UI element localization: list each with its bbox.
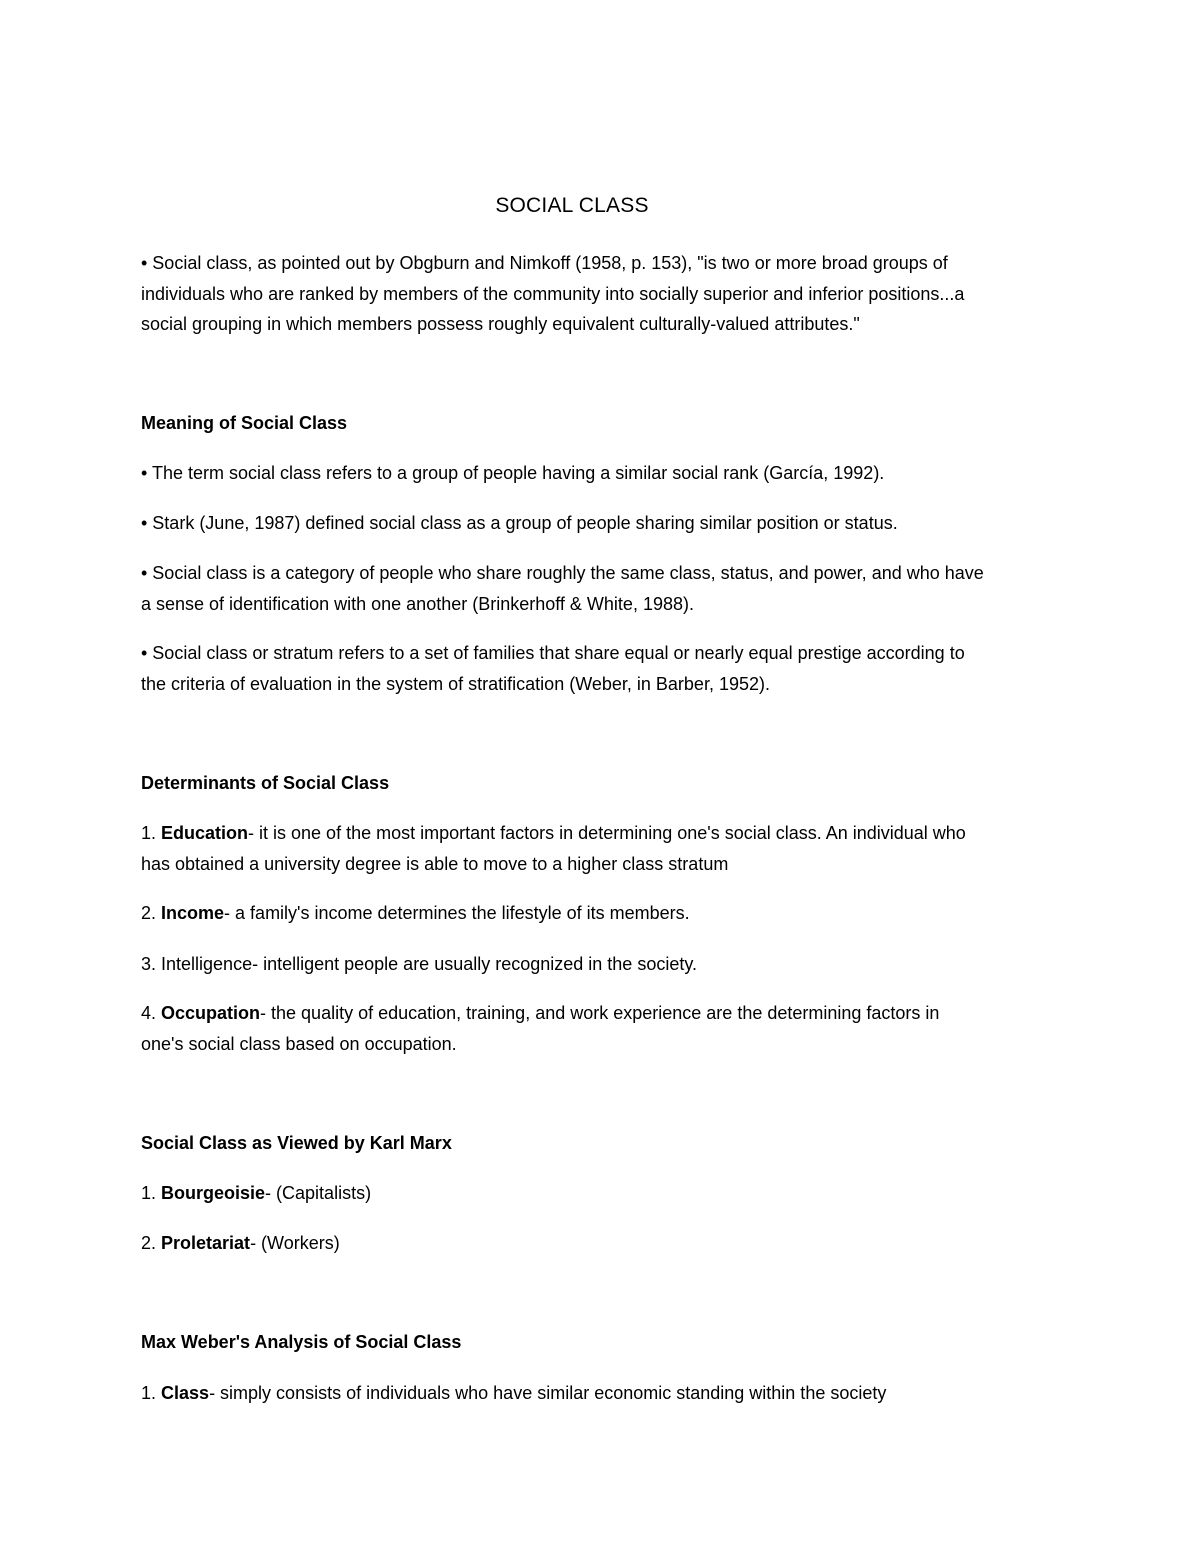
- item-text: Intelligence- intelligent people are usually recognized in the society.: [161, 954, 698, 974]
- meaning-item-line: • Social class or stratum refers to a set of families that share equal or nearly equal prestige according to: [141, 643, 965, 663]
- item-number: 2.: [141, 1233, 162, 1253]
- marx-item: [141, 1178, 1066, 1209]
- item-text: - simply consists of individuals who have similar economic standing within the society: [209, 1383, 887, 1403]
- meaning-item-line: • Stark (June, 1987) defined social class as a group of people sharing similar position or status.: [141, 513, 898, 533]
- meaning-item: [141, 558, 1066, 619]
- marx-item: [141, 1228, 1066, 1259]
- item-term: Class: [161, 1383, 210, 1403]
- item-text: - it is one of the most important factors in determining one's social class. An individual who: [248, 823, 966, 843]
- determinant-line: one's social class based on occupation.: [141, 1033, 457, 1054]
- meaning-item: [141, 458, 1066, 489]
- section-heading-determinants: Determinants of Social Class: [141, 773, 390, 793]
- intro-line: • Social class, as pointed out by Obgburn and Nimkoff (1958, p. 153), "is two or more broad groups of: [141, 253, 948, 273]
- item-term: Income: [161, 903, 225, 923]
- determinant-item: [141, 998, 1066, 1059]
- section-heading-weber: Max Weber's Analysis of Social Class: [141, 1332, 462, 1352]
- meaning-item: [141, 508, 1066, 539]
- meaning-item: [141, 638, 1066, 699]
- determinant-item: [141, 898, 1066, 929]
- determinant-line: has obtained a university degree is able to move to a higher class stratum: [141, 853, 729, 874]
- marx-line: [141, 1228, 1066, 1259]
- meaning-item-line: • Social class is a category of people who share roughly the same class, status, and power, and who have: [141, 563, 984, 583]
- item-number: 4.: [141, 1003, 162, 1023]
- marx-line: [141, 1178, 1066, 1209]
- determinant-line: [141, 949, 1066, 980]
- determinant-item: [141, 949, 1066, 980]
- item-term: Proletariat: [161, 1233, 251, 1253]
- item-number: 1.: [141, 1383, 162, 1403]
- weber-line: [141, 1378, 1066, 1409]
- section-heading-meaning: Meaning of Social Class: [141, 413, 348, 433]
- weber-item: [141, 1378, 1066, 1409]
- item-text: - (Workers): [250, 1233, 340, 1253]
- item-text: - a family's income determines the lifestyle of its members.: [224, 903, 690, 923]
- determinant-line: [141, 998, 1066, 1029]
- determinant-item: [141, 818, 1066, 879]
- meaning-item-line: a sense of identification with one another (Brinkerhoff & White, 1988).: [141, 593, 694, 614]
- determinant-line: [141, 818, 1066, 849]
- item-text: - (Capitalists): [265, 1183, 372, 1203]
- item-text: - the quality of education, training, and work experience are the determining factors in: [260, 1003, 940, 1023]
- item-number: 2.: [141, 903, 162, 923]
- item-term: Occupation: [161, 1003, 261, 1023]
- intro-paragraph: [141, 248, 1066, 340]
- intro-line: individuals who are ranked by members of the community into socially superior and inferior positions...a: [141, 283, 965, 304]
- item-term: Bourgeoisie: [161, 1183, 266, 1203]
- meaning-item-line: • The term social class refers to a group of people having a similar social rank (García, 1992).: [141, 463, 885, 483]
- item-number: 1.: [141, 1183, 162, 1203]
- meaning-item-line: the criteria of evaluation in the system of stratification (Weber, in Barber, 1952).: [141, 673, 770, 694]
- determinant-line: [141, 898, 1066, 929]
- item-number: 1.: [141, 823, 162, 843]
- section-heading-marx: Social Class as Viewed by Karl Marx: [141, 1133, 452, 1153]
- item-term: Education: [161, 823, 249, 843]
- item-number: 3.: [141, 954, 162, 974]
- intro-line: social grouping in which members possess roughly equivalent culturally-valued attributes.": [141, 314, 860, 334]
- page-title: SOCIAL CLASS: [495, 194, 649, 217]
